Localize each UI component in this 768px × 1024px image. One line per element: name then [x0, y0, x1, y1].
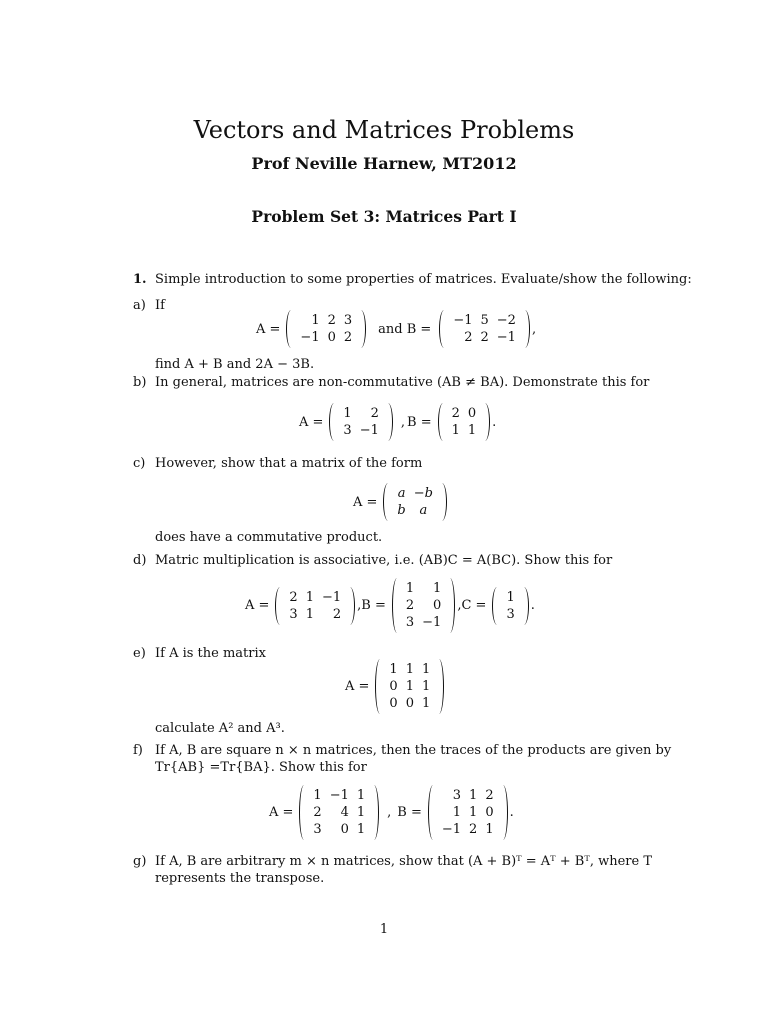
part-a-label: a) [133, 298, 146, 313]
matrix-entry: 1 [452, 805, 462, 820]
eq-label: , [400, 414, 406, 430]
right-paren [519, 587, 529, 625]
matrix-row [296, 312, 356, 329]
matrix-entry: 0 [405, 696, 414, 711]
matrix-entry: 1 [506, 589, 515, 605]
part-b-text: In general, matrices are non-commutative (AB ≠ BA). Demonstrate this for [155, 375, 650, 390]
matrix-entry: 3 [506, 606, 515, 622]
matrix-row [502, 606, 518, 623]
matrix-entry: −1 [329, 788, 349, 803]
matrix-row [339, 405, 382, 422]
matrix-row [448, 405, 481, 422]
eq-punct: . [509, 805, 514, 820]
right-paren [445, 578, 455, 633]
matrix-body [502, 589, 518, 623]
matrix-entry: 5 [480, 313, 489, 328]
part-b-label: b) [133, 375, 147, 390]
matrix-entry: 3 [405, 615, 415, 630]
eq-label: and B = [378, 321, 432, 337]
matrix-entry: 1 [451, 423, 460, 438]
matrix-body [285, 589, 345, 623]
part-g-text-2: represents the transpose. [155, 871, 325, 886]
part-a-equation [256, 310, 536, 348]
matrix-row [285, 606, 345, 623]
matrix [492, 587, 528, 625]
part-d-label: d) [133, 553, 147, 568]
matrix-entry: 0 [389, 696, 398, 711]
question-1-intro: Simple introduction to some properties of matrices. Evaluate/show the following: [155, 272, 692, 287]
right-paren [383, 403, 393, 441]
matrix-row [449, 312, 520, 329]
matrix-entry: −1 [496, 330, 516, 345]
matrix [286, 310, 366, 348]
matrix-entry: 1 [433, 581, 442, 596]
matrix-entry: 3 [343, 313, 353, 328]
matrix-entry: 1 [343, 406, 352, 421]
matrix-body [449, 312, 520, 346]
matrix-body [309, 787, 369, 838]
matrix-entry: 0 [327, 330, 336, 345]
part-e-equation [345, 659, 446, 714]
part-b-equation [299, 403, 496, 441]
matrix-row [402, 597, 445, 614]
matrix-entry: 2 [343, 330, 353, 345]
part-a-find: find A + B and 2A − 3B. [155, 357, 315, 372]
matrix-entry: 1 [485, 822, 494, 837]
part-e-text: If A is the matrix [155, 646, 266, 661]
matrix-entry: 2 [289, 589, 298, 605]
matrix-entry: 0 [340, 822, 349, 837]
matrix-entry: 3 [452, 788, 462, 803]
matrix-entry: 1 [405, 662, 414, 677]
part-g-label: g) [133, 854, 147, 869]
matrix-body [385, 661, 434, 712]
part-e-calc: calculate A² and A³. [155, 721, 285, 736]
eq-label: , [387, 805, 392, 820]
matrix-row [309, 821, 369, 838]
matrix-body [393, 485, 437, 519]
matrix-entry: 3 [289, 606, 298, 622]
matrix-entry: 0 [389, 679, 398, 694]
left-paren [428, 785, 438, 840]
matrix-entry: 2 [327, 313, 336, 328]
matrix-entry: 1 [405, 679, 414, 694]
matrix-row [385, 678, 434, 695]
matrix [275, 587, 355, 625]
eq-label: A = [345, 679, 370, 694]
matrix [383, 483, 447, 521]
part-c-after: does have a commutative product. [155, 530, 383, 545]
right-paren [480, 403, 490, 441]
matrix-entry: 2 [469, 822, 478, 837]
matrix-entry: 4 [340, 805, 349, 820]
matrix-entry: 3 [313, 822, 322, 837]
document-title: Vectors and Matrices Problems [193, 116, 575, 144]
part-f-label: f) [133, 743, 143, 758]
matrix-entry: 2 [370, 406, 379, 421]
matrix-row [402, 614, 445, 631]
matrix-entry: a [419, 503, 428, 518]
left-paren [438, 403, 448, 441]
matrix-entry: −1 [359, 423, 379, 438]
left-paren [275, 587, 285, 625]
eq-label: A = [299, 414, 324, 430]
matrix-entry: 1 [356, 805, 366, 820]
matrix-entry: 2 [464, 330, 473, 345]
matrix-entry: −b [413, 486, 433, 501]
left-paren [392, 578, 402, 633]
matrix-entry: 1 [389, 662, 398, 677]
matrix-entry: 0 [467, 406, 477, 421]
left-paren [383, 483, 393, 521]
matrix-row [309, 804, 369, 821]
left-paren [299, 785, 309, 840]
left-paren [375, 659, 385, 714]
matrix-entry: 1 [421, 679, 431, 694]
matrix-entry: 1 [356, 822, 366, 837]
matrix [392, 578, 455, 633]
right-paren [356, 310, 366, 348]
eq-label: C = [461, 598, 487, 613]
matrix-entry: 2 [485, 788, 494, 803]
matrix-entry: 2 [451, 406, 460, 421]
matrix-entry: 2 [405, 598, 415, 613]
part-d-equation [245, 578, 535, 633]
matrix-row [502, 589, 518, 606]
eq-punct: . [530, 598, 535, 613]
eq-label: A = [353, 494, 378, 510]
part-f-text-1: If A, B are square n × n matrices, then the traces of the products are given by [155, 743, 672, 758]
matrix-entry: 0 [485, 805, 494, 820]
matrix-body [339, 405, 382, 439]
matrix-entry: 1 [305, 606, 314, 622]
matrix-entry: −1 [321, 589, 342, 605]
matrix [329, 403, 392, 441]
left-paren [286, 310, 296, 348]
matrix-entry: 1 [469, 805, 478, 820]
matrix-row [393, 502, 437, 519]
page-number: 1 [379, 922, 389, 937]
part-f-text-2: Tr{AB} =Tr{BA}. Show this for [155, 760, 367, 775]
matrix-entry: a [397, 486, 406, 501]
matrix-row [309, 787, 369, 804]
eq-label: B = [361, 598, 386, 613]
eq-label: , [457, 598, 462, 613]
part-a-text: If [155, 298, 165, 313]
matrix-entry: 2 [313, 805, 322, 820]
author-line: Prof Neville Harnew, MT2012 [251, 154, 517, 173]
eq-label: B = [407, 414, 432, 430]
part-e-label: e) [133, 646, 146, 661]
matrix-row [449, 329, 520, 346]
matrix-entry: 1 [421, 662, 431, 677]
matrix-entry: 1 [311, 313, 320, 328]
eq-punct: , [531, 321, 537, 337]
eq-label: A = [256, 321, 281, 337]
right-paren [434, 659, 444, 714]
matrix-entry: −1 [441, 822, 462, 837]
part-c-text: However, show that a matrix of the form [155, 456, 423, 471]
matrix-body [402, 580, 445, 631]
right-paren [369, 785, 379, 840]
matrix-row [448, 422, 481, 439]
left-paren [329, 403, 339, 441]
right-paren [345, 587, 355, 625]
eq-label: A = [269, 805, 294, 820]
matrix-entry: b [397, 503, 406, 518]
part-f-equation [269, 785, 514, 840]
right-paren [520, 310, 530, 348]
matrix-entry: 1 [421, 696, 431, 711]
right-paren [498, 785, 508, 840]
part-c-equation [353, 483, 449, 521]
right-paren [437, 483, 447, 521]
matrix-row [393, 485, 437, 502]
matrix-row [438, 787, 498, 804]
matrix [299, 785, 379, 840]
matrix-row [385, 661, 434, 678]
eq-label: , [357, 598, 362, 613]
matrix [439, 310, 530, 348]
matrix-row [339, 422, 382, 439]
matrix-entry: 2 [480, 330, 489, 345]
matrix-entry: 1 [305, 589, 314, 605]
matrix-entry: 1 [313, 788, 322, 803]
matrix-entry: −2 [496, 313, 516, 328]
matrix [428, 785, 508, 840]
matrix-entry: −1 [300, 330, 320, 345]
matrix-body [438, 787, 498, 838]
matrix-entry: −1 [422, 615, 442, 630]
matrix-entry: 1 [469, 788, 478, 803]
matrix-entry: 2 [332, 606, 342, 622]
left-paren [439, 310, 449, 348]
matrix-body [448, 405, 481, 439]
matrix-row [285, 589, 345, 606]
matrix-entry: 1 [467, 423, 477, 438]
matrix-row [385, 695, 434, 712]
part-c-label: c) [133, 456, 146, 471]
left-paren [492, 587, 502, 625]
matrix-entry: 1 [405, 581, 415, 596]
matrix-row [402, 580, 445, 597]
part-d-text: Matric multiplication is associative, i.e. (AB)C = A(BC). Show this for [155, 553, 613, 568]
eq-label: A = [245, 598, 270, 613]
matrix-entry: −1 [453, 313, 473, 328]
matrix-entry: 3 [343, 423, 352, 438]
part-g-text-1: If A, B are arbitrary m × n matrices, show that (A + B)ᵀ = Aᵀ + Bᵀ, where T [155, 854, 652, 869]
matrix-row [438, 804, 498, 821]
eq-punct: . [492, 414, 497, 430]
matrix [438, 403, 491, 441]
problem-set-heading: Problem Set 3: Matrices Part I [251, 207, 517, 226]
matrix-entry: 0 [433, 598, 442, 613]
matrix-body [296, 312, 356, 346]
question-1-number: 1. [133, 272, 147, 287]
matrix-row [296, 329, 356, 346]
matrix [375, 659, 444, 714]
matrix-row [438, 821, 498, 838]
matrix-entry: 1 [356, 788, 366, 803]
eq-label: B = [397, 805, 422, 820]
